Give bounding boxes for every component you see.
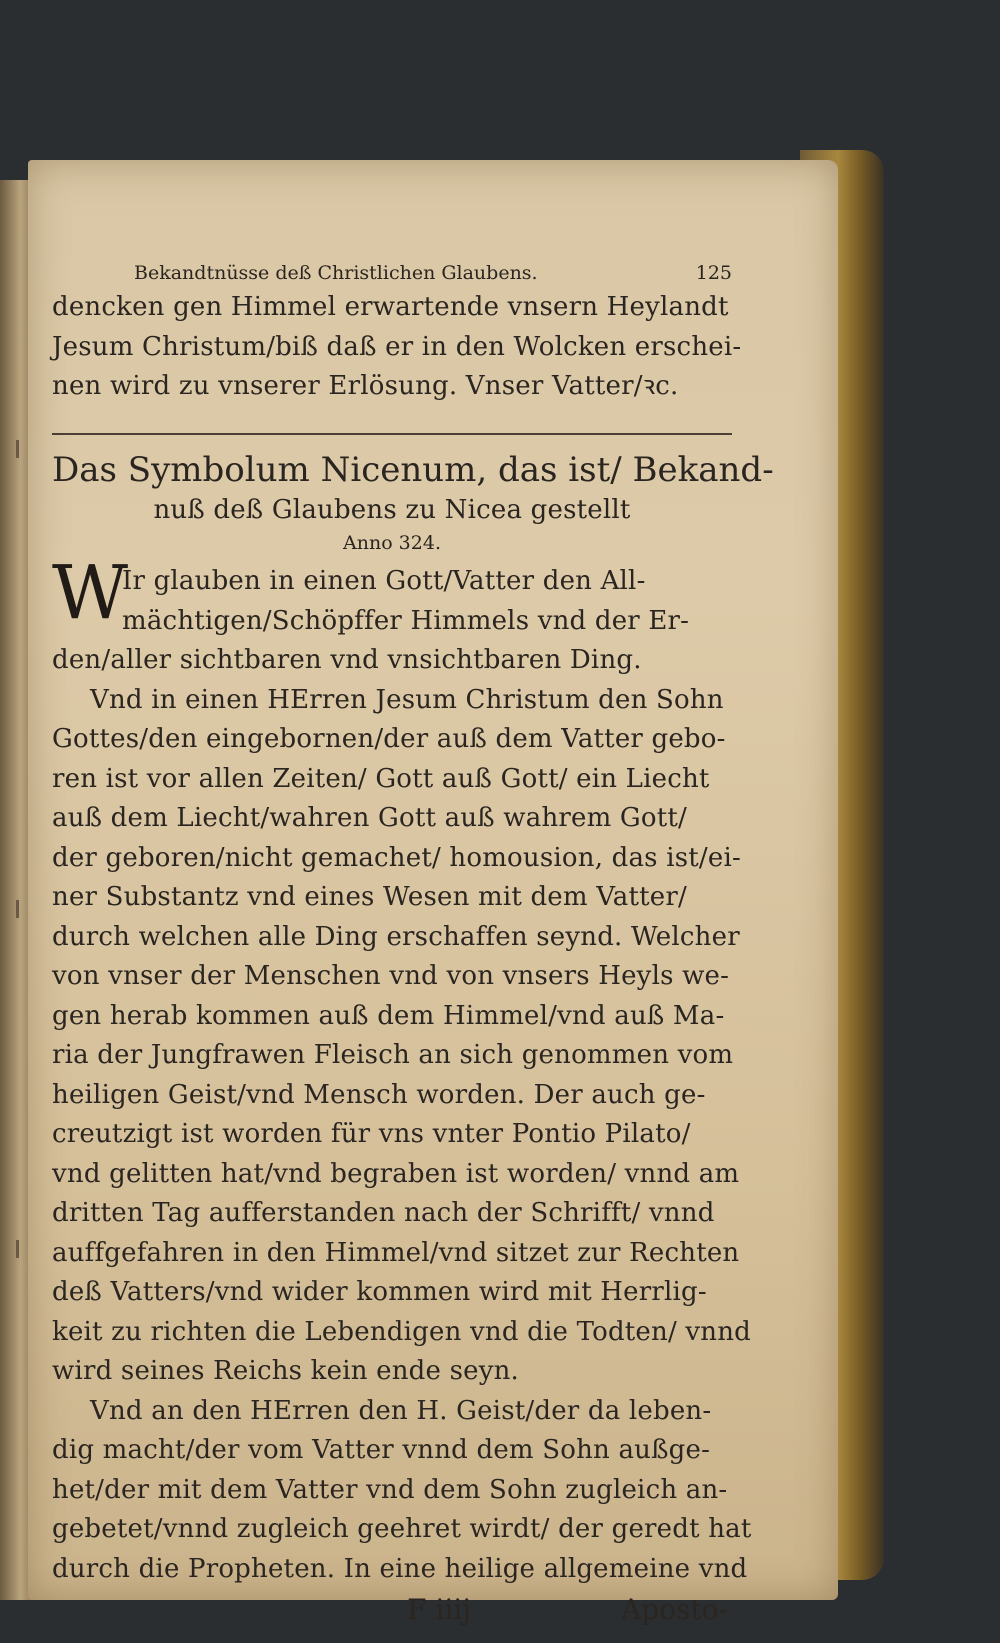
paragraph-holy-spirit [52,1392,752,1590]
running-head [52,262,732,288]
paragraph-son [52,681,752,1392]
heading-date: Anno 324. [343,532,441,554]
text-line: keit zu richten die Lebendigen vnd die Todten/ vnnd [52,1316,752,1347]
page-text [52,262,774,1631]
text-line: ren ist vor allen Zeiten/ Gott auß Gott/ ein Liecht [52,763,710,794]
margin-mark [16,900,19,918]
text-line: durch welchen alle Ding erschaffen seynd. Welcher [52,921,740,952]
drop-cap-initial: W [52,550,129,636]
catchword: Aposto- [621,1593,728,1626]
paragraph-creed-opening [52,550,732,681]
text-line: nen wird zu vnserer Erlösung. Vnser Vatter/ꝛc. [52,371,679,401]
top-lines [52,288,742,407]
text-line: dig macht/der vom Vatter vnnd dem Sohn außge- [52,1435,711,1465]
text-line: Jesum Christum/biß daß er in den Wolcken erschei- [52,331,742,362]
signature-mark: F iiij [407,1593,472,1626]
text-line: durch die Propheten. In eine heilige allgemeine vnd [52,1553,748,1584]
text-line: den/aller sichtbaren vnd vnsichtbaren Ding. [52,645,642,675]
page-number: 125 [695,262,732,284]
text-line: Ir glauben in einen Gott/Vatter den All- [122,566,646,596]
text-line: dencken gen Himmel erwartende vnsern Heylandt [52,292,729,322]
text-line: Vnd an den HErren den H. Geist/der da leben- [90,1395,712,1426]
running-head-title: Bekandtnüsse deß Christlichen Glaubens. [134,262,538,284]
section-heading [52,449,774,557]
margin-mark [16,1240,19,1258]
heading-line: nuß deß Glaubens zu Nicea gestellt [153,494,631,525]
page-footer [52,1589,732,1631]
text-line: ner Substantz vnd eines Wesen mit dem Vatter/ [52,882,687,912]
text-line: von vnser der Menschen vnd von vnsers Heyls we- [52,961,730,991]
heading-line: Das Symbolum Nicenum, das ist/ Bekand- [52,449,774,490]
text-line: wird seines Reichs kein ende seyn. [52,1356,520,1386]
margin-mark [16,440,19,458]
text-line: creutzigt ist worden für vns vnter Pontio Pilato/ [52,1119,691,1149]
text-line: Gottes/den eingebornen/der auß dem Vatter gebo- [52,724,726,754]
text-line: mächtigen/Schöpffer Himmels vnd der Er- [122,605,690,636]
text-line: vnd gelitten hat/vnd begraben ist worden/ vnnd am [52,1158,740,1189]
text-line: deß Vatters/vnd wider kommen wird mit Herrlig- [52,1277,707,1307]
text-line: auffgefahren in den Himmel/vnd sitzet zur Rechten [52,1237,740,1268]
text-line: heiligen Geist/vnd Mensch worden. Der auch ge- [52,1079,706,1110]
text-line: dritten Tag aufferstanden nach der Schrifft/ vnnd [52,1198,715,1228]
text-line: het/der mit dem Vatter vnd dem Sohn zugleich an- [52,1474,728,1505]
section-divider [52,433,732,435]
text-line: gebetet/vnnd zugleich geehret wirdt/ der geredt hat [52,1514,752,1544]
text-line: der geboren/nicht gemachet/ homousion, das ist/ei- [52,842,741,873]
text-line: Vnd in einen HErren Jesum Christum den Sohn [90,684,724,715]
text-line: gen herab kommen auß dem Himmel/vnd auß Ma- [52,1000,725,1031]
text-line: auß dem Liecht/wahren Gott auß wahrem Gott/ [52,803,688,833]
text-line: ria der Jungfrawen Fleisch an sich genommen vom [52,1040,734,1070]
